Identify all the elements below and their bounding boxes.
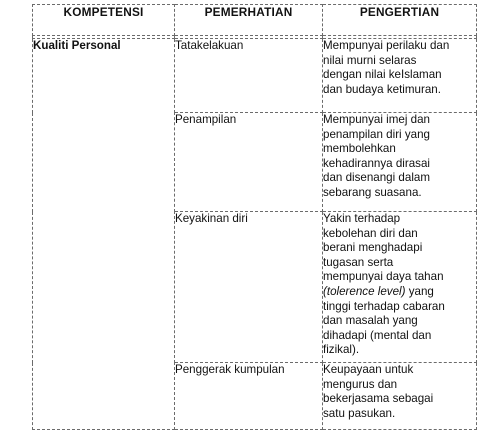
- pengertian-text: Keupayaan untuk mengurus dan bekerjasama sebagai satu pasukan.: [323, 363, 434, 420]
- kompetensi-cell: Kualiti Personal: [33, 39, 175, 430]
- header-row: [33, 5, 477, 36]
- header-pemerhatian: PEMERHATIAN: [175, 5, 323, 36]
- pengertian-cell: [323, 113, 477, 212]
- pemerhatian-cell: Penggerak kumpulan: [175, 363, 323, 430]
- header-pengertian: PENGERTIAN: [323, 5, 477, 36]
- pengertian-text-part: yang tinggi terhadap cabaran dan masalah yang dihadapi (mental dan fizikal).: [323, 284, 445, 357]
- pemerhatian-cell: Penampilan: [175, 113, 323, 212]
- pemerhatian-cell: Tatakelakuan: [175, 39, 323, 113]
- pemerhatian-cell: Keyakinan diri: [175, 212, 323, 363]
- pengertian-cell: [323, 212, 477, 363]
- header-kompetensi: KOMPETENSI: [33, 5, 175, 36]
- pengertian-cell: [323, 39, 477, 113]
- pengertian-text-part: Yakin terhadap kebolehan diri dan berani menghadapi tugasan serta mempunyai daya tahan: [323, 212, 444, 284]
- pengertian-text: Mempunyai perilaku dan nilai murni selaras dengan nilai keIslaman dan budaya ketimuran.: [323, 39, 450, 96]
- pengertian-text: Mempunyai imej dan penampilan diri yang membolehkan kehadirannya dirasai dan disenangi dalam sebarang suasana.: [323, 113, 430, 199]
- pengertian-italic-term: (tolerence level): [323, 284, 406, 298]
- competency-table: [32, 4, 477, 430]
- pengertian-text: [323, 212, 476, 358]
- pengertian-cell: [323, 363, 477, 430]
- table-row: [33, 39, 477, 113]
